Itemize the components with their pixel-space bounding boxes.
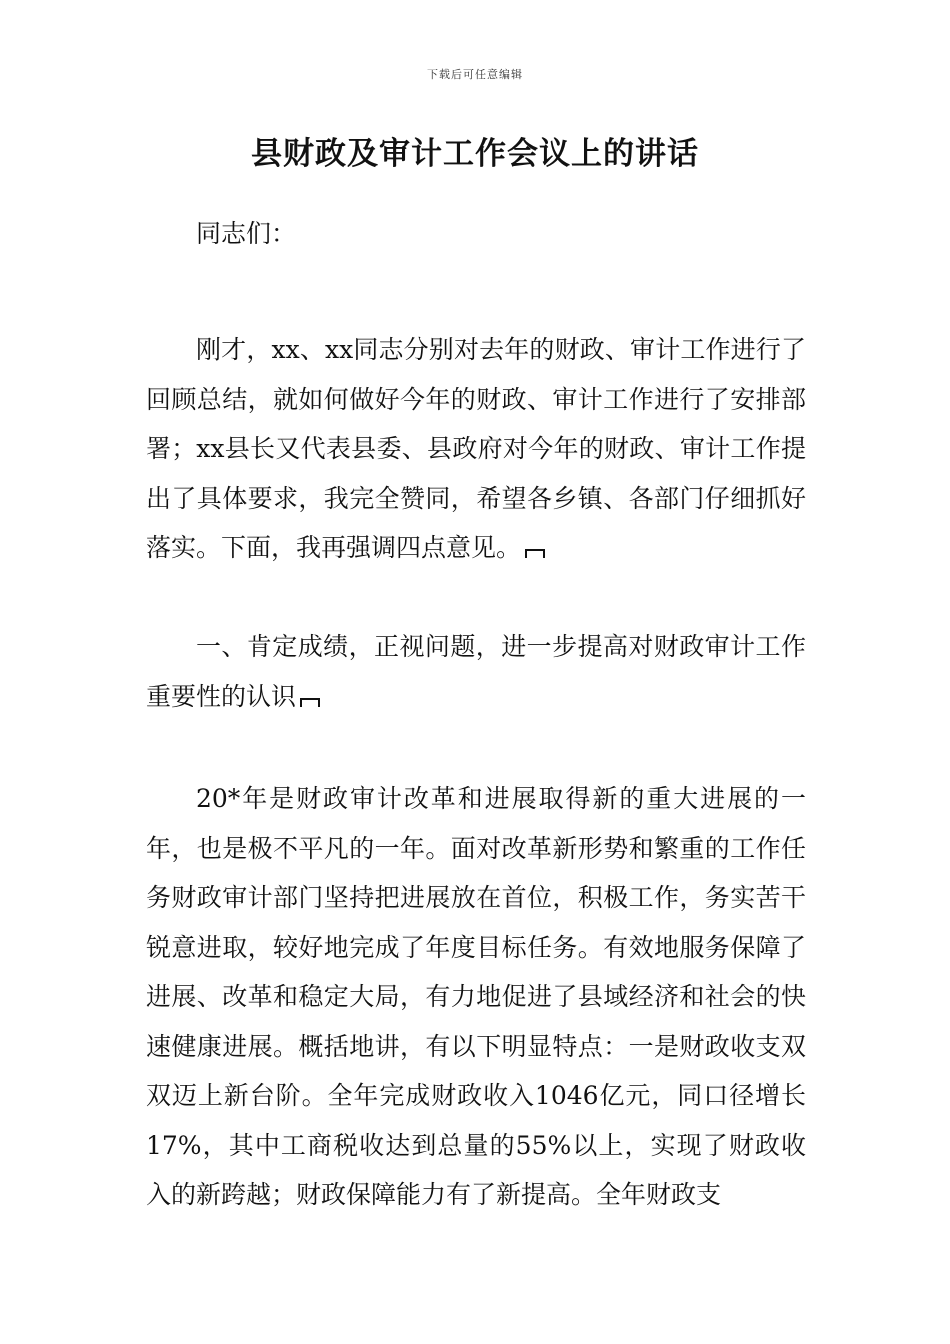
bracket-mark-icon — [525, 549, 545, 558]
greeting-block — [146, 209, 806, 259]
header-note: 下载后可任意编辑 — [427, 68, 523, 81]
page-title: 县财政及审计工作会议上的讲话 — [251, 136, 699, 172]
paragraph-2: 20*年是财政审计改革和进展取得新的重大进展的一年，也是极不平凡的一年。面对改革新形势和繁重的工作任务财政审计部门坚持把进展放在首位，积极工作，务实苦干锐意进取，较好地完成了年度目标任务。有效地服务保障了进展、改革和稳定大局，有力地促进了县域经济和社会的快速健康进展。概括地讲，有以下明显特点：一是财政收支双双迈上新台阶。全年完成财政收入1046亿元，同口径增长17%，其中工商税收达到总量的55%以上，实现了财政收入的新跨越；财政保障能力有了新提高。全年财政支 — [146, 784, 806, 1209]
paragraph-2-block — [146, 774, 806, 1220]
paragraph-1-block — [146, 325, 806, 573]
section-heading-1-block — [146, 622, 806, 721]
bracket-mark-icon — [300, 698, 320, 707]
greeting-text: 同志们： — [196, 219, 297, 248]
paragraph-1 — [146, 325, 806, 573]
section-heading-1-text: 一、肯定成绩，正视问题，进一步提高对财政审计工作重要性的认识 — [146, 632, 806, 711]
paragraph-1-text: 刚才，xx、xx同志分别对去年的财政、审计工作进行了回顾总结，就如何做好今年的财政、审计工作进行了安排部署；xx县长又代表县委、县政府对今年的财政、审计工作提出了具体要求，我完全赞同，希望各乡镇、各部门仔细抓好落实。下面，我再强调四点意见。 — [146, 335, 806, 562]
section-heading-1 — [146, 622, 806, 721]
